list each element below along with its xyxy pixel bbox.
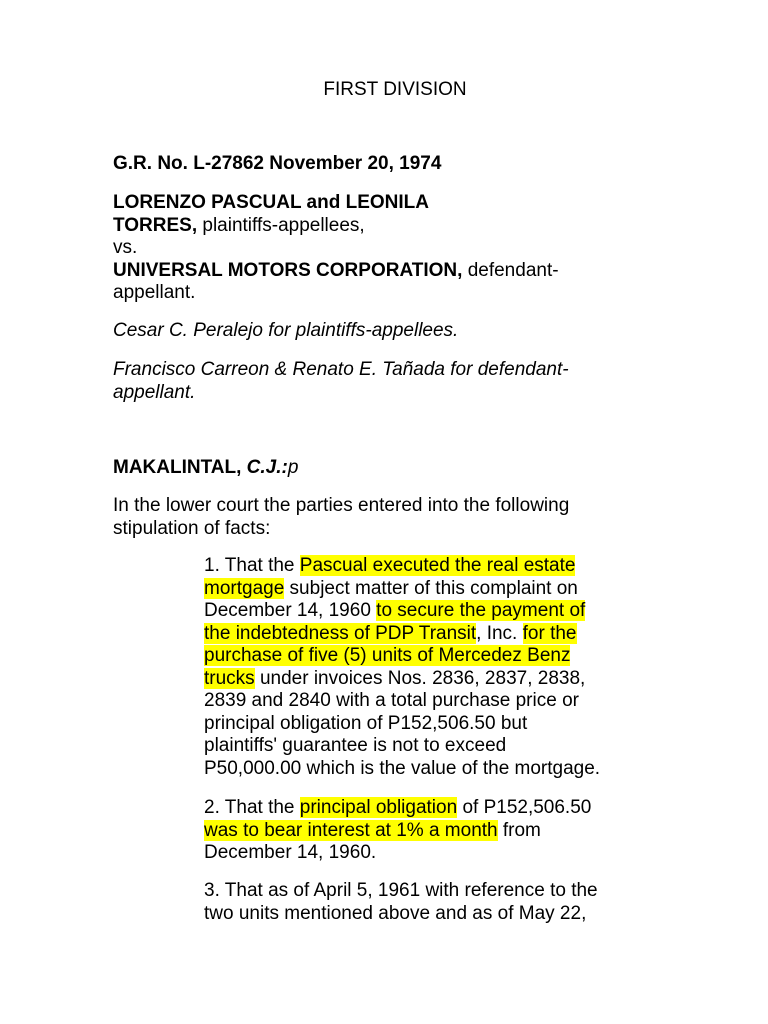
item3-line: 3. That as of April 5, 1961 with reference to the xyxy=(204,880,598,901)
item2-line xyxy=(204,797,684,820)
ponente-title: C.J.: xyxy=(241,457,288,478)
highlighted-text: Pascual executed the real estate xyxy=(299,555,576,576)
case-number-text: G.R. No. L-27862 November 20, 1974 xyxy=(113,153,442,174)
highlighted-text: purchase of five (5) units of Mercedez Benz xyxy=(204,645,571,666)
defendant-role-1: defendant- xyxy=(462,259,559,281)
ponente xyxy=(113,457,673,480)
parties-caption xyxy=(113,192,673,305)
item2-line xyxy=(204,820,684,843)
versus: vs. xyxy=(113,237,138,258)
plaintiffs-line-1 xyxy=(113,192,673,215)
item2-text: of P152,506.50 xyxy=(457,797,592,818)
item1-line xyxy=(204,555,684,578)
highlighted-text: the indebtedness of PDP Transit xyxy=(204,622,477,644)
defendant-counsel-line-1 xyxy=(113,359,673,382)
item1-text: under invoices Nos. 2836, 2837, 2838, xyxy=(254,667,586,689)
item2-line: December 14, 1960. xyxy=(204,842,377,863)
intro-line-1: In the lower court the parties entered into the following xyxy=(113,495,570,516)
defendant-name: UNIVERSAL MOTORS CORPORATION, xyxy=(113,259,463,281)
plaintiffs-names-2: TORRES, xyxy=(113,214,198,236)
ponente-name: MAKALINTAL, xyxy=(113,457,242,478)
highlighted-text: mortgage xyxy=(204,577,285,599)
intro-paragraph xyxy=(113,495,673,540)
item1-line xyxy=(204,600,684,623)
plaintiffs-counsel xyxy=(113,320,673,343)
defendant-counsel xyxy=(113,359,673,404)
division-heading: FIRST DIVISION xyxy=(323,79,467,100)
item3-line: two units mentioned above and as of May 22, xyxy=(204,902,587,924)
defendant-line-1 xyxy=(113,260,673,283)
item1-line xyxy=(204,623,684,646)
defendant-counsel-text-1: Francisco Carreon & Renato E. Tañada for defendant- xyxy=(113,359,569,380)
plaintiffs-names-1: LORENZO PASCUAL and LEONILA xyxy=(113,192,429,213)
defendant-counsel-text-2: appellant. xyxy=(113,381,196,403)
item1-line xyxy=(204,668,684,691)
case-number xyxy=(113,153,673,176)
highlighted-text: principal obligation xyxy=(299,797,458,818)
ponente-suffix: p xyxy=(287,457,299,478)
stipulation-item-1 xyxy=(204,555,684,780)
item1-line xyxy=(204,645,684,668)
highlighted-text: was to bear interest at 1% a month xyxy=(204,819,498,841)
item1-text: subject matter of this complaint on xyxy=(284,577,578,599)
highlighted-text: trucks xyxy=(204,667,255,689)
item1-text: December 14, 1960 xyxy=(204,600,377,621)
highlighted-text: to secure the payment of xyxy=(376,600,586,621)
stipulation-item-3 xyxy=(204,880,684,925)
item1-line: principal obligation of P152,506.50 but xyxy=(204,712,528,734)
item1-line: 2839 and 2840 with a total purchase price or xyxy=(204,690,579,711)
intro-line-2: stipulation of facts: xyxy=(113,517,271,539)
defendant-line-2: appellant. xyxy=(113,282,196,303)
plaintiffs-role: plaintiffs-appellees, xyxy=(197,214,365,236)
item1-line: plaintiffs' guarantee is not to exceed xyxy=(204,735,507,756)
item1-line: P50,000.00 which is the value of the mortgage. xyxy=(204,757,601,779)
defendant-counsel-line-2 xyxy=(113,382,673,405)
item1-text: 1. That the xyxy=(204,555,300,576)
highlighted-text: for the xyxy=(522,622,577,644)
plaintiffs-line-2 xyxy=(113,215,673,238)
stipulation-item-2 xyxy=(204,797,684,865)
item2-text: from xyxy=(497,819,541,841)
item2-text: 2. That the xyxy=(204,797,300,818)
item1-text: , Inc. xyxy=(476,622,523,644)
item1-line xyxy=(204,578,684,601)
plaintiffs-counsel-text: Cesar C. Peralejo for plaintiffs-appellees. xyxy=(113,320,459,341)
